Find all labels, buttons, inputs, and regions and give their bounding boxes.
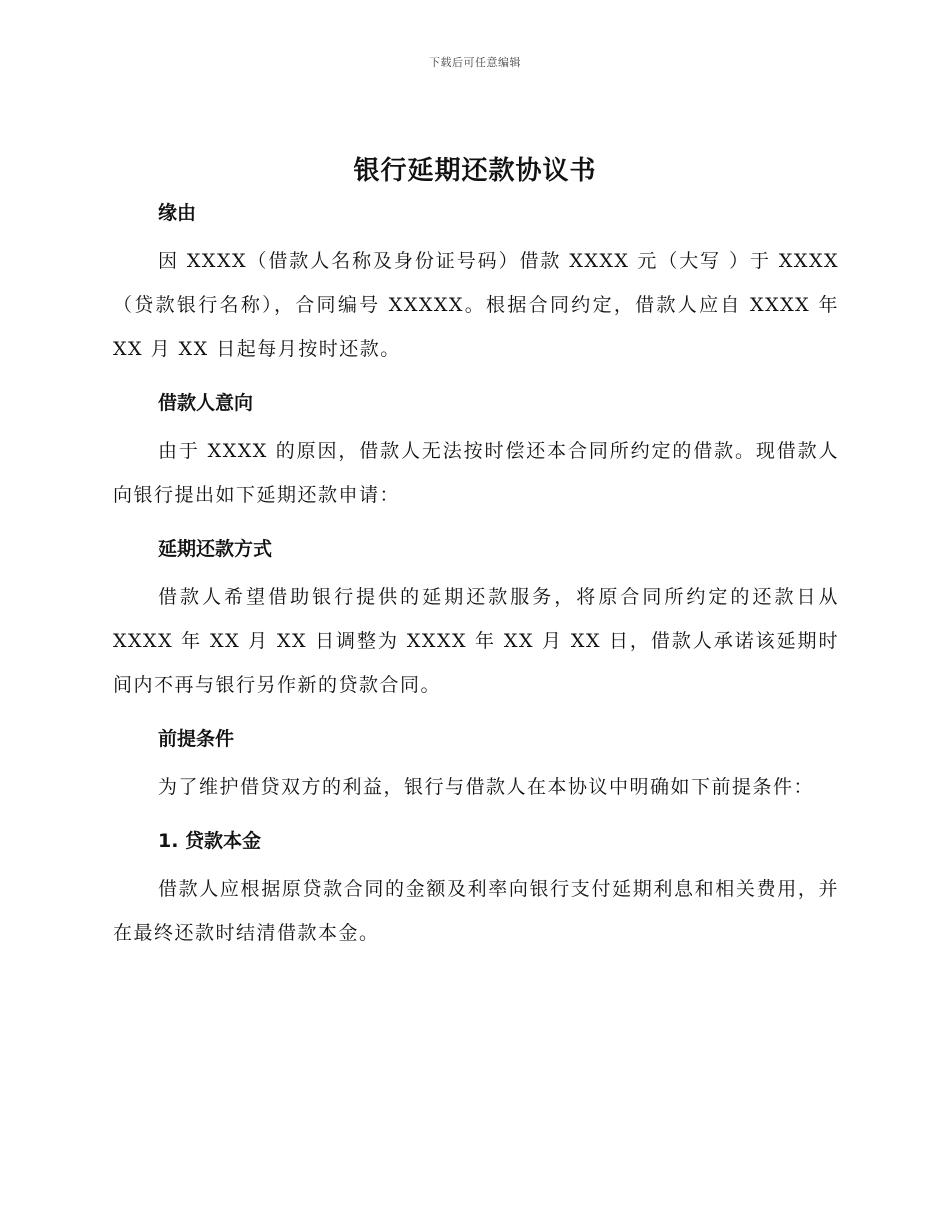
section-paragraph-reason: 因 XXXX（借款人名称及身份证号码）借款 XXXX 元（大写 ）于 XXXX（贷款银行名称），合同编号 XXXXX。根据合同约定，借款人应自 XXXX 年 XX 月 XX 日起每月按时还款。 bbox=[113, 250, 839, 360]
section-heading-borrower-intent: 借款人意向 bbox=[158, 392, 254, 414]
page-header-note: 下载后可任意编辑 bbox=[429, 56, 521, 69]
section-heading-extension-method: 延期还款方式 bbox=[158, 538, 273, 560]
document-title: 银行延期还款协议书 bbox=[353, 156, 597, 186]
section-paragraph-preconditions: 为了维护借贷双方的利益，银行与借款人在本协议中明确如下前提条件： bbox=[158, 776, 815, 798]
section-paragraph-borrower-intent: 由于 XXXX 的原因，借款人无法按时偿还本合同所约定的借款。现借款人向银行提出如下延期还款申请： bbox=[113, 440, 839, 506]
section-heading-loan-principal: 1. 贷款本金 bbox=[158, 830, 262, 852]
document-body bbox=[113, 193, 839, 955]
section-paragraph-loan-principal: 借款人应根据原贷款合同的金额及利率向银行支付延期利息和相关费用，并在最终还款时结清借款本金。 bbox=[113, 878, 839, 944]
section-heading-preconditions: 前提条件 bbox=[158, 728, 235, 750]
section-paragraph-extension-method: 借款人希望借助银行提供的延期还款服务，将原合同所约定的还款日从 XXXX 年 XX 月 XX 日调整为 XXXX 年 XX 月 XX 日，借款人承诺该延期时间内不再与银行另作新的贷款合同。 bbox=[113, 586, 839, 696]
section-heading-reason: 缘由 bbox=[158, 202, 197, 224]
